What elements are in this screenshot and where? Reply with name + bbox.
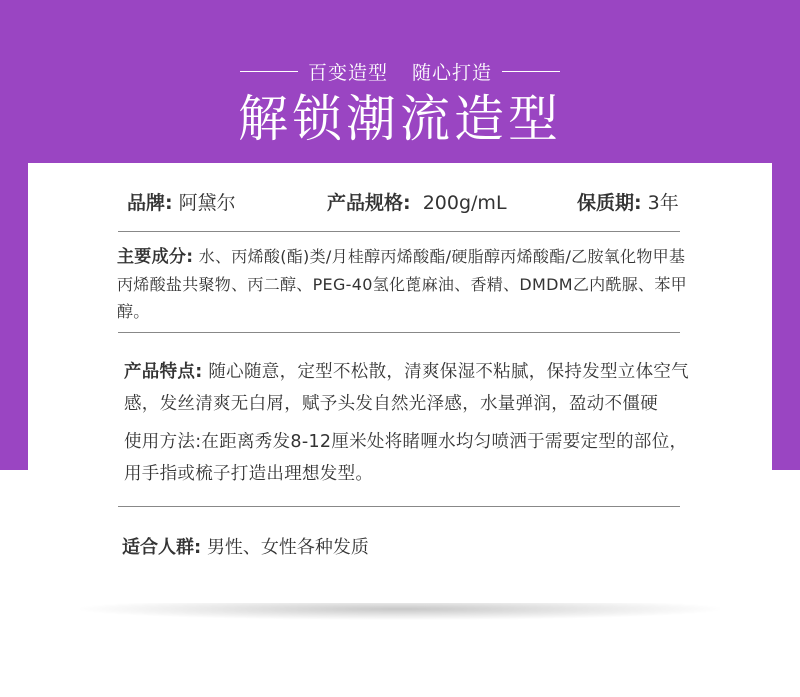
size-value: 200g/mL [422, 192, 507, 214]
audience-label: 适合人群: [122, 537, 202, 558]
size-spec [327, 188, 507, 215]
ingredients-text: 水、丙烯酸(酯)类/月桂醇丙烯酸酯/硬脂醇丙烯酸酯/乙胺氧化物甲基丙烯酸盐共聚物、丙二醇、PEG-40氢化蓖麻油、香精、DMDM乙内酰脲、苯甲醇。 [117, 247, 687, 321]
features-section [124, 356, 704, 420]
audience-value: 男性、女性各种发质 [206, 537, 369, 558]
divider-3 [118, 506, 680, 507]
brand-value: 阿黛尔 [178, 192, 236, 214]
right-divider-line [502, 71, 560, 72]
ingredients-label: 主要成分: [117, 247, 194, 267]
page-title: 解锁潮流造型 [238, 90, 562, 148]
shelf-life-label: 保质期: [577, 192, 642, 214]
divider-1 [118, 231, 680, 232]
subtitle-right: 随心打造 [412, 62, 493, 84]
usage-section [124, 426, 704, 490]
ingredients-section [117, 243, 697, 325]
divider-2 [118, 332, 680, 333]
brand-label: 品牌: [127, 192, 173, 214]
shelf-life-spec [577, 188, 679, 215]
left-divider-line [240, 71, 298, 72]
spec-row [0, 188, 800, 218]
audience-section [122, 533, 369, 559]
usage-text: 在距离秀发8-12厘米处将睹喱水均匀喷洒于需要定型的部位，用手指或梳子打造出理想发型。 [124, 432, 688, 484]
features-text: 随心随意，定型不松散，清爽保湿不粘腻，保持发型立体空气感，发丝清爽无白屑，赋予头发自然光泽感，水量弹润，盈动不僵硬 [124, 362, 689, 414]
shelf-life-value: 3年 [647, 192, 679, 214]
header-subtitle [0, 58, 800, 85]
subtitle-left: 百变造型 [307, 62, 388, 84]
brand-spec [127, 188, 236, 215]
features-label: 产品特点: [124, 362, 203, 382]
usage-label: 使用方法: [124, 432, 202, 452]
size-label: 产品规格: [327, 192, 411, 214]
